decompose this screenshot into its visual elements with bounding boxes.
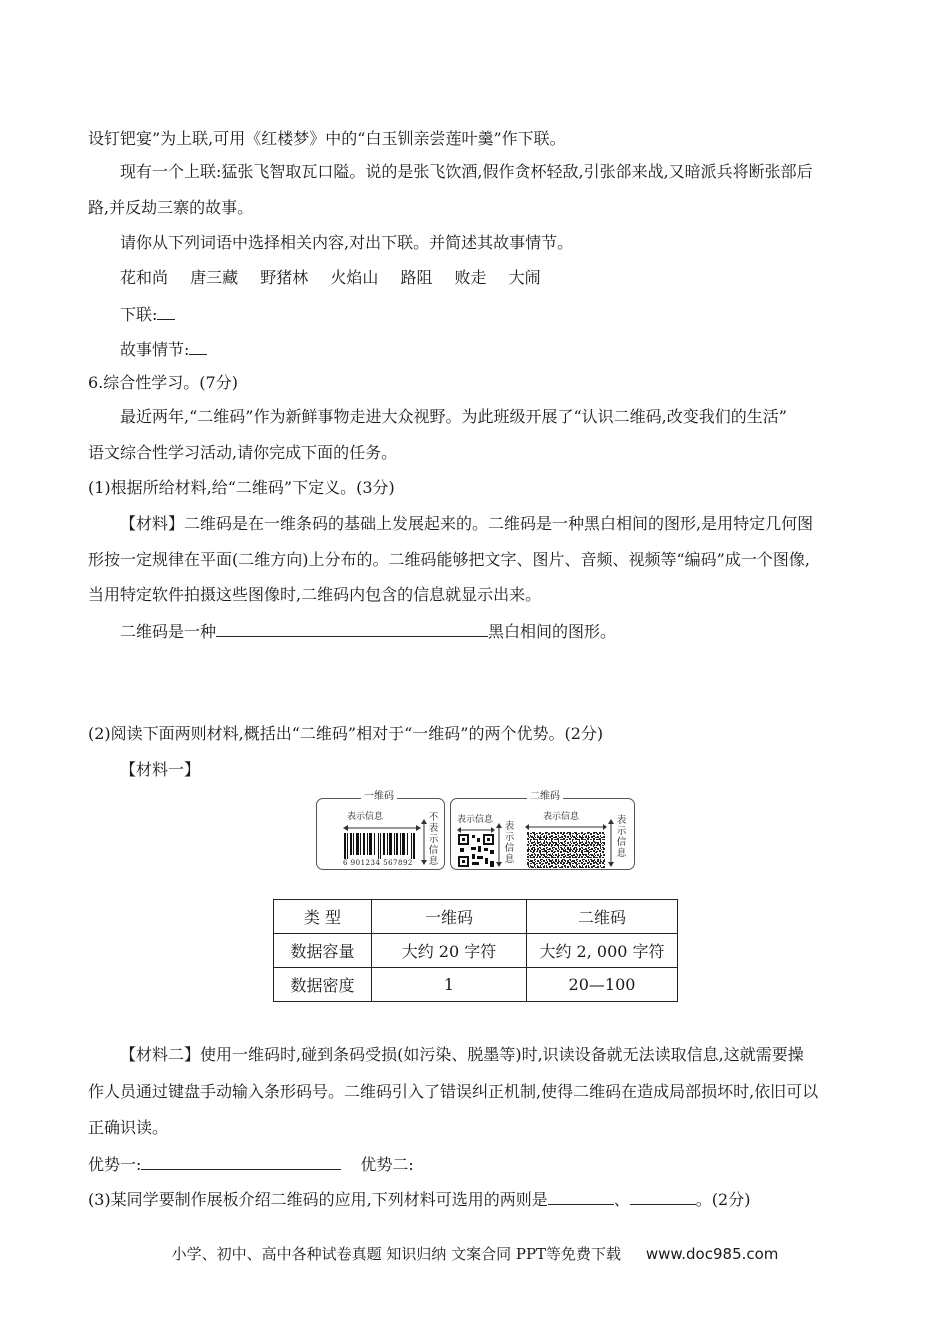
definition-prefix: 二维码是一种 (120, 622, 217, 641)
material-line-3: 当用特定软件拍摄这些图像时,二维码内包含的信息就显示出来。 (88, 585, 542, 604)
advantage-1-label: 优势一: (88, 1155, 142, 1174)
q3-separator: 、 (613, 1190, 630, 1209)
table-cell: 20—100 (527, 968, 678, 1002)
table-header-cell: 类 型 (274, 900, 372, 934)
one-d-title: 一维码 (361, 791, 397, 803)
passage-intro-tail: 设钉钯宴”为上联,可用《红楼梦》中的“白玉钏亲尝莲叶羹”作下联。 (88, 129, 566, 148)
material-2-line-2: 作人员通过键盘手动输入条形码号。二维码引入了错误纠正机制,使得二维码在造成局部损坏时,依旧可以 (88, 1082, 819, 1101)
q6-part-1: (1)根据所给材料,给“二维码”下定义。(3分) (88, 478, 395, 497)
table-row (274, 968, 678, 1002)
couplet-line-1: 现有一个上联:猛张飞智取瓦口隘。说的是张飞饮酒,假作贪杯轻敌,引张郃来战,又暗派兵将断张部后 (120, 162, 813, 181)
table-cell: 数据密度 (274, 968, 372, 1002)
q3-blank-2[interactable] (630, 1188, 696, 1205)
table-row (274, 934, 678, 968)
word-option: 野猪林 (260, 268, 309, 287)
couplet-instruction: 请你从下列词语中选择相关内容,对出下联。并简述其故事情节。 (120, 233, 574, 252)
definition-blank[interactable] (216, 620, 488, 637)
answer-label: 下联: (120, 305, 158, 324)
one-d-code-box (316, 791, 445, 870)
vertical-arrow-icon (496, 823, 502, 867)
footer-url[interactable]: www.doc985.com (645, 1245, 779, 1263)
definition-line (120, 620, 616, 643)
table-cell: 大约 2, 000 字符 (527, 934, 678, 968)
material-2-line-3: 正确识读。 (88, 1118, 169, 1137)
barcode-icon (344, 833, 416, 859)
material-1-label: 【材料一】 (120, 760, 201, 779)
answer-blank[interactable] (157, 303, 175, 320)
material-2-line-1: 【材料二】使用一维码时,碰到条码受损(如污染、脱墨等)时,识读设备就无法读取信息,这就需要操 (120, 1045, 804, 1064)
word-option: 败走 (454, 268, 487, 287)
vertical-arrow-icon (608, 819, 614, 867)
table-header-cell: 二维码 (527, 900, 678, 934)
answer-line-2 (120, 338, 207, 361)
word-option: 路阻 (400, 268, 433, 287)
couplet-line-2: 路,并反劫三寨的故事。 (88, 198, 254, 217)
q3-prefix: (3)某同学要制作展板介绍二维码的应用,下列材料可选用的两则是 (88, 1190, 548, 1209)
two-d-info-label-2: 表示信息 (543, 812, 580, 822)
advantage-2-label: 优势二: (360, 1155, 414, 1174)
arrow-icon (343, 823, 421, 833)
word-option: 花和尚 (120, 268, 169, 287)
answer-label: 故事情节: (120, 340, 190, 359)
table-cell: 数据容量 (274, 934, 372, 968)
table-cell: 大约 20 字符 (372, 934, 527, 968)
two-d-vertical-label: 表示信息 (504, 821, 515, 865)
answer-blank[interactable] (189, 338, 207, 355)
material-line-2: 形按一定规律在平面(二维方向)上分布的。二维码能够把文字、图片、音频、视频等“编码”成一个图像, (88, 550, 810, 569)
material-line-1: 【材料】二维码是在一维条码的基础上发展起来的。二维码是一种黑白相间的图形,是用特定几何图 (120, 514, 814, 533)
qr-code-icon (458, 834, 494, 867)
q6-part-3 (88, 1188, 750, 1211)
barcode-comparison-figure (316, 791, 634, 872)
arrow-icon (457, 826, 495, 834)
q3-blank-1[interactable] (548, 1188, 614, 1205)
table-header-cell: 一维码 (372, 900, 527, 934)
word-option: 唐三藏 (190, 268, 239, 287)
question-6-heading: 6.综合性学习。(7分) (88, 373, 238, 392)
advantage-1-blank[interactable] (141, 1153, 341, 1170)
word-options (120, 267, 541, 289)
vertical-arrow-icon (421, 819, 427, 865)
dense-2d-code-icon (527, 832, 605, 868)
two-d-vertical-label-2: 表示信息 (616, 815, 627, 859)
two-d-info-label: 表示信息 (457, 815, 494, 825)
advantages-line (88, 1153, 414, 1176)
arrow-icon (525, 823, 607, 831)
definition-suffix: 黑白相间的图形。 (488, 622, 617, 641)
q6-intro-line-1: 最近两年,“二维码”作为新鲜事物走进大众视野。为此班级开展了“认识二维码,改变我们的生活” (120, 407, 787, 426)
word-option: 火焰山 (330, 268, 379, 287)
table-header-row (274, 900, 678, 934)
q6-intro-line-2: 语文综合性学习活动,请你完成下面的任务。 (88, 443, 398, 462)
q3-suffix: 。(2分) (695, 1190, 751, 1209)
barcode-digits: 6 901234 567892 (343, 859, 413, 867)
one-d-vertical-label: 不表示信息 (428, 812, 439, 867)
footer-text: 小学、初中、高中各种试卷真题 知识归纳 文案合同 PPT等免费下载 (171, 1245, 622, 1263)
table-cell: 1 (372, 968, 527, 1002)
q6-part-2: (2)阅读下面两则材料,概括出“二维码”相对于“一维码”的两个优势。(2分) (88, 724, 604, 743)
word-option: 大闹 (508, 268, 541, 287)
two-d-title: 二维码 (527, 791, 563, 803)
one-d-info-label: 表示信息 (347, 812, 384, 822)
answer-line-1 (120, 303, 175, 326)
page-footer (0, 1243, 950, 1265)
comparison-table (273, 899, 678, 1002)
two-d-code-box (450, 791, 635, 870)
